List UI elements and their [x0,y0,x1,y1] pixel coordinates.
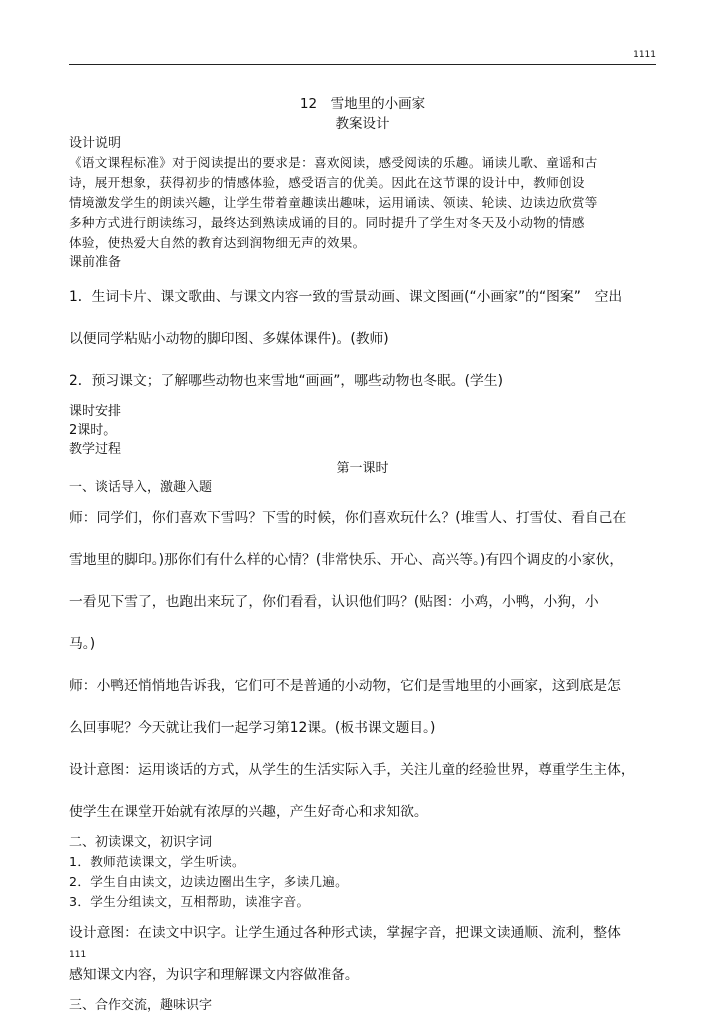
part2-step: 3．学生分组读文，互相帮助，读准字音。 [69,894,310,909]
document-body [69,94,656,1015]
design-note-line: 诗，展开想象，获得初步的情感体验，感受语言的优美。因此在这节课的设计中，教师创设 [69,175,585,190]
prep-item-1-line: 以便同学粘贴小动物的脚印图、多媒体课件)。(教师) [69,331,389,347]
footer-page-number: 111 [69,950,87,960]
part1-para2-line: 么回事呢？今天就让我们一起学习第12课。(板书课文题目。) [69,720,436,736]
part1-para1-line: 一看见下雪了，也跑出来玩了，你们看看，认识他们吗？(贴图：小鸡，小鸭，小狗，小 [69,594,599,610]
header-rule [69,64,656,65]
header-page-number: 1111 [633,50,656,60]
part1-para1-line: 马。) [69,636,96,652]
part2-heading: 二、初读课文，初识字词 [69,835,213,850]
design-note-line: 多种方式进行朗读练习，最终达到熟读成诵的目的。同时提升了学生对冬天及小动物的情感 [69,215,585,230]
part1-heading: 一、谈话导入，激趣入题 [69,480,213,495]
design-note-line: 《语文课程标准》对于阅读提出的要求是：喜欢阅读，感受阅读的乐趣。诵读儿歌、童谣和古 [69,155,598,170]
part1-para1-line: 师：同学们，你们喜欢下雪吗？下雪的时候，你们喜欢玩什么？(堆雪人、打雪仗、看自己在 [69,510,627,526]
prep-item-1-line: 1．生词卡片、课文歌曲、与课文内容一致的雪景动画、课文图画(“小画家”的“图案” 空出 [69,289,623,305]
first-lesson-title: 第一课时 [336,461,389,476]
part2-intent-line: 感知课文内容，为识字和理解课文内容做准备。 [69,967,359,983]
lesson-subtitle: 教案设计 [335,116,390,132]
part2-step: 2．学生自由读文，边读边圈出生字，多读几遍。 [69,874,349,889]
part1-para2-line: 师：小鸭还悄悄地告诉我，它们可不是普通的小动物，它们是雪地里的小画家，这到底是怎 [69,678,621,694]
prep-heading: 课前准备 [69,255,122,270]
prep-item-2: 2．预习课文；了解哪些动物也来雪地“画画”，哪些动物也冬眠。(学生) [69,373,503,389]
part3-heading: 三、合作交流，趣味识字 [69,998,213,1013]
schedule-heading: 课时安排 [69,404,122,419]
part1-intent-line: 使学生在课堂开始就有浓厚的兴趣，产生好奇心和求知欲。 [69,804,428,820]
part1-para1-line: 雪地里的脚印。)那你们有什么样的心情？(非常快乐、开心、高兴等。)有四个调皮的小家伙， [69,552,624,568]
lesson-title: 12 雪地里的小画家 [299,96,426,112]
schedule-text: 2课时。 [69,423,117,438]
design-note-line: 体验，使热爱大自然的教育达到润物细无声的效果。 [69,235,366,250]
design-note-heading: 设计说明 [69,136,122,151]
part2-step: 1．教师范读课文，学生听读。 [69,854,245,869]
part1-intent-line: 设计意图：运用谈话的方式，从学生的生活实际入手，关注儿童的经验世界，尊重学生主体， [69,762,635,778]
process-heading: 教学过程 [69,442,122,457]
design-note-line: 情境激发学生的朗读兴趣，让学生带着童趣读出趣味，运用诵读、领读、轮读、边读边欣赏等 [69,195,598,210]
part2-intent-line: 设计意图：在读文中识字。让学生通过各种形式读，掌握字音，把课文读通顺、流利，整体 [69,925,621,941]
